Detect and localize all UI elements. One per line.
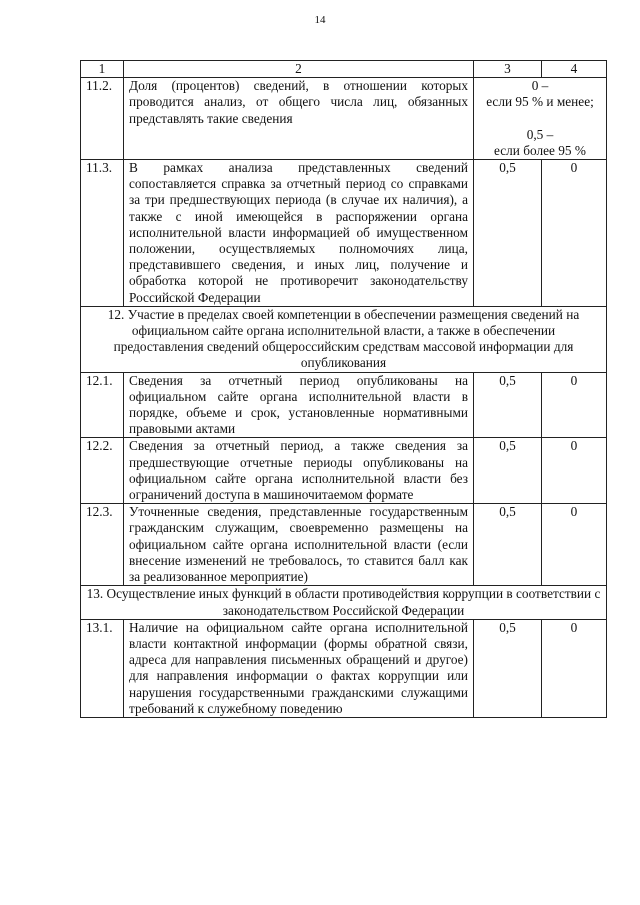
section-row [81, 586, 607, 619]
item-description: Сведения за отчетный период, а также сведения за предшествующие отчетные периоды опубликованы на официальном сайте органа исполнительной власти без ограничений доступа в машиночитаемом формате [124, 438, 474, 504]
score-col4: 0 [542, 160, 607, 307]
item-description: Сведения за отчетный период опубликованы на официальном сайте органа исполнительной власти в порядке, объеме и срок, установленные нормативными правовыми актами [124, 372, 474, 438]
item-number: 13.1. [81, 619, 124, 717]
item-number: 12.1. [81, 372, 124, 438]
table-row [81, 504, 607, 586]
section-heading: 12. Участие в пределах своей компетенции в обеспечении размещения сведений на официальном сайте органа исполнительной власти, а также в обеспечении предоставления сведений общероссийским средствам массовой информации для опубликования [81, 306, 607, 372]
score-col4: 0 [542, 438, 607, 504]
score-line: 0,5 – [526, 126, 554, 142]
item-description: Наличие на официальном сайте органа исполнительной власти контактной информации (формы обратной связи, адреса для направления письменных обращений и другое) для направления информации о фактах коррупции или нарушения государственными гражданскими служащими требований к служебному поведению [124, 619, 474, 717]
score-merged [474, 78, 607, 160]
score-col4: 0 [542, 504, 607, 586]
section-heading: 13. Осуществление иных функций в области противодействия коррупции в соответствии с законодательством Российской Федерации [81, 586, 607, 619]
score-col3: 0,5 [474, 504, 542, 586]
score-line: если 95 % и менее; [486, 94, 594, 110]
table-row [81, 78, 607, 160]
item-description: В рамках анализа представленных сведений сопоставляется справка за отчетный период со справками за три предшествующих периода (в случае их наличия), а также с иной имеющейся в распоряжении органа исполнительной власти информацией об имущественном положении, осуществляемых полномочиях лица, представившего сведения, и иных лиц, получение и обработка которой не противоречит законодательству Российской Федерации [124, 160, 474, 307]
criteria-table [80, 60, 607, 718]
table-row [81, 438, 607, 504]
column-header: 4 [542, 61, 607, 78]
score-col3: 0,5 [474, 619, 542, 717]
score-col4: 0 [542, 619, 607, 717]
item-description: Доля (процентов) сведений, в отношении которых проводится анализ, от общего числа лиц, обязанных представлять такие сведения [124, 78, 474, 160]
table-row [81, 160, 607, 307]
page-number: 14 [314, 14, 326, 26]
score-col3: 0,5 [474, 438, 542, 504]
item-number: 11.2. [81, 78, 124, 160]
column-header: 2 [124, 61, 474, 78]
score-line: если более 95 % [494, 142, 586, 158]
score-col3: 0,5 [474, 160, 542, 307]
section-row [81, 306, 607, 372]
item-number: 12.3. [81, 504, 124, 586]
table-header-row [81, 61, 607, 78]
table-row [81, 619, 607, 717]
item-number: 12.2. [81, 438, 124, 504]
column-header: 3 [474, 61, 542, 78]
column-header: 1 [81, 61, 124, 78]
table-row [81, 372, 607, 438]
score-col4: 0 [542, 372, 607, 438]
score-line: 0 – [531, 78, 549, 94]
item-description: Уточненные сведения, представленные государственным гражданским служащим, своевременно размещены на официальном сайте органа исполнительной власти (если внесение изменений не требовалось, то ставится балл как за реализованное мероприятие) [124, 504, 474, 586]
score-col3: 0,5 [474, 372, 542, 438]
item-number: 11.3. [81, 160, 124, 307]
